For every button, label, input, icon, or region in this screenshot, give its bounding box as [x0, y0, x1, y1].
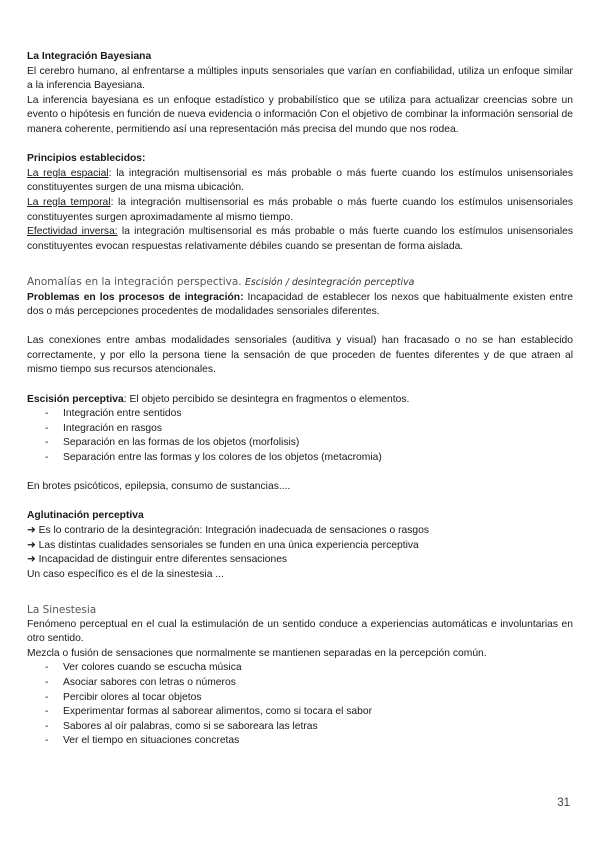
principle-sep: : [110, 196, 114, 208]
list-item [27, 661, 573, 676]
list-item-text: Es lo contrario de la desintegración: Integración inadecuada de sensaciones o rasgos [38, 525, 430, 536]
problems-paragraph [27, 291, 573, 320]
bayes-paragraph-2: La inferencia bayesiana es un enfoque estadístico y probabilístico que se utiliza para actualizar creencias sobre un evento o hipótesis en función de nueva evidencia o información Con el objetivo de combinar la información sensorial de manera coherente, permitiendo así una representación más precisa del mundo que nos rodea. [27, 94, 573, 135]
dash-bullet: - [45, 437, 49, 449]
dash-bullet: - [45, 422, 49, 434]
aglutinacion-title: Aglutinación perceptiva [27, 510, 144, 522]
principle-term: La regla temporal [27, 196, 111, 208]
synesthesia-paragraph-2: Mezcla o fusión de sensaciones que normalmente se mantienen separadas en la percepción común. [27, 647, 487, 659]
list-item-text: Separación en las formas de los objetos (morfolisis) [63, 437, 300, 449]
list-item-text: Integración entre sentidos [63, 408, 182, 420]
list-item [27, 720, 573, 735]
problems-label: Problemas en los procesos de integración: [27, 291, 244, 303]
list-item [27, 451, 573, 466]
dash-bullet: - [45, 408, 49, 420]
synesthesia-paragraph-1: Fenómeno perceptual en el cual la estimulación de un sentido conduce a experiencias automáticas e involuntarias en otro sentido. [27, 618, 573, 645]
list-item-text: Sabores al oír palabras, como si se saboreara las letras [63, 720, 318, 732]
problems-text: Incapacidad de establecer los nexos que habitualmente existen entre dos o más percepciones procedentes de modalidades sensoriales diferentes. [27, 291, 573, 318]
arrow-right-icon: ➜ [27, 554, 36, 566]
connections-paragraph: Las conexiones entre ambas modalidades sensoriales (auditiva y visual) han fracasado o no se han establecido correctamente, y por ello la persona tiene la sensación de que proceden de fuentes diferentes y de que atraen al mismo tiempo sus recursos atencionales. [27, 335, 573, 376]
list-item-text: Ver el tiempo en situaciones concretas [63, 735, 240, 747]
anomalies-title-text: Anomalías en la integración perspectiva. [27, 275, 242, 288]
page-number: 31 [557, 797, 570, 809]
dash-bullet: - [45, 720, 49, 732]
list-item-text: Ver colores cuando se escucha música [63, 662, 242, 674]
synesthesia-list [27, 661, 573, 749]
principle-spatial [27, 167, 573, 196]
list-item [27, 436, 573, 451]
dash-bullet: - [45, 662, 49, 674]
principle-text: la integración multisensorial es más probable o más fuerte cuando los estímulos unisensoriales constituyentes evocan respuestas relativamente débiles cuando se presentan de forma aislada. [27, 226, 573, 252]
arrow-right-icon: ➜ [27, 525, 36, 536]
dash-bullet: - [45, 691, 49, 703]
list-item [27, 407, 573, 422]
list-item [27, 539, 573, 554]
dash-bullet: - [45, 452, 49, 464]
bayes-title: La Integración Bayesiana [27, 51, 152, 62]
list-item-text: Asociar sabores con letras o números [63, 676, 236, 688]
list-item [27, 524, 573, 539]
principle-text: la integración multisensorial es más probable o más fuerte cuando los estímulos unisensoriales constituyentes surgen aproximadamente al mismo tiempo. [27, 196, 573, 223]
list-item-text: Las distintas cualidades sensoriales se funden en una única experiencia perceptiva [38, 539, 419, 551]
list-item-text: Percibir olores al tocar objetos [63, 691, 202, 703]
dash-bullet: - [45, 735, 49, 747]
principle-term: Efectividad inversa: [27, 226, 118, 238]
case-paragraph: Un caso específico es el de la sinestesia ... [27, 568, 224, 580]
escision-list [27, 407, 573, 465]
list-item [27, 422, 573, 437]
list-item-text: Integración en rasgos [63, 422, 163, 434]
dash-bullet: - [45, 676, 49, 688]
dash-bullet: - [45, 706, 49, 718]
principle-sep: : [108, 167, 112, 179]
list-item [27, 734, 573, 749]
principle-term: La regla espacial [27, 167, 109, 179]
anomalies-subtitle: Escisión / desintegración perceptiva [245, 276, 415, 288]
escision-text: : El objeto percibido se desintegra en fragmentos o elementos. [123, 393, 410, 405]
principle-inverse-effectiveness [27, 225, 573, 254]
synesthesia-title: La Sinestesia [27, 603, 97, 616]
list-item [27, 691, 573, 706]
escision-paragraph [27, 393, 573, 408]
document-page [27, 50, 573, 749]
list-item [27, 705, 573, 720]
list-item-text: Separación entre las formas y los colores de los objetos (metacromia) [63, 452, 382, 464]
list-item-text: Experimentar formas al saborear alimentos, como si tocara el sabor [63, 706, 373, 718]
list-item [27, 676, 573, 691]
list-item-text: Incapacidad de distinguir entre diferentes sensaciones [38, 554, 288, 566]
anomalies-title [27, 275, 573, 291]
aglutinacion-list [27, 524, 573, 568]
list-item [27, 553, 573, 568]
principle-text: la integración multisensorial es más probable o más fuerte cuando los estímulos unisensoriales constituyentes surgen de una misma ubicación. [27, 167, 573, 194]
principles-title: Principios establecidos: [27, 153, 146, 165]
arrow-right-icon: ➜ [27, 539, 36, 551]
brotes-paragraph: En brotes psicóticos, epilepsia, consumo de sustancias.... [27, 481, 291, 493]
principle-temporal [27, 196, 573, 225]
bayes-paragraph-1: El cerebro humano, al enfrentarse a múltiples inputs sensoriales que varían en confiabilidad, utiliza un enfoque similar a la inferencia Bayesiana. [27, 65, 573, 92]
escision-label: Escisión perceptiva [27, 393, 124, 405]
